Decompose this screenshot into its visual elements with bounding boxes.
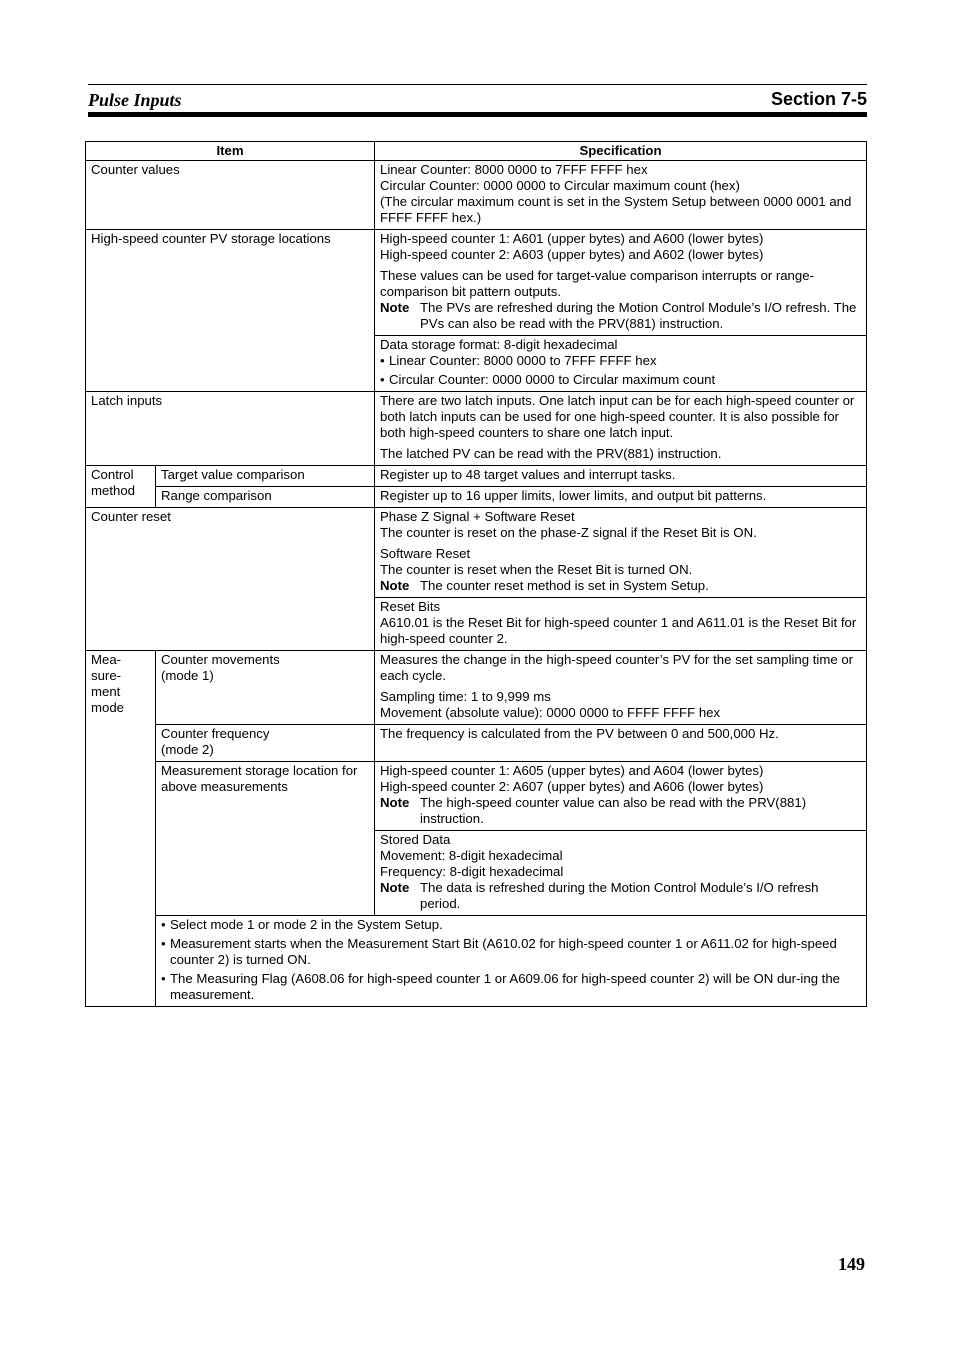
note-text: The counter reset method is set in System Setup.	[420, 578, 709, 593]
spec-pv-storage	[375, 230, 867, 336]
spec-counter-frequency: The frequency is calculated from the PV between 0 and 500,000 Hz.	[375, 725, 867, 762]
section-number: Section 7-5	[770, 89, 867, 109]
spec-target-value-comparison: Register up to 48 target values and interrupt tasks.	[375, 466, 867, 487]
spec-line: Movement (absolute value): 0000 0000 to FFFF FFFF hex	[380, 705, 721, 720]
table-row	[86, 762, 867, 831]
note-label: Note	[380, 880, 410, 895]
bullet-item: • The Measuring Flag (A608.06 for high-speed counter 1 or A609.06 for high-speed counter 2) will be ON dur-ing the measurement.	[161, 971, 861, 1003]
item-latch-inputs: Latch inputs	[86, 392, 375, 466]
section-title: Pulse Inputs	[88, 90, 182, 110]
item-measurement-storage: Measurement storage location for above measurements	[156, 762, 375, 916]
spec-counter-reset	[375, 508, 867, 598]
table-row	[86, 508, 867, 598]
spec-line: The counter is reset on the phase-Z signal if the Reset Bit is ON.	[380, 525, 757, 540]
table-row	[86, 161, 867, 230]
item-target-value-comparison: Target value comparison	[156, 466, 375, 487]
spec-range-comparison: Register up to 16 upper limits, lower limits, and output bit patterns.	[375, 487, 867, 508]
spec-text: There are two latch inputs. One latch input can be for each high-speed counter or both latch inputs can be used for one high-speed counter. It is also possible for both high-speed counters to share one latch input.	[380, 393, 855, 440]
spec-line: The counter is reset when the Reset Bit is turned ON.	[380, 562, 693, 577]
spec-measurement-storage	[375, 762, 867, 831]
spec-line: Reset Bits	[380, 599, 441, 614]
spec-line: Movement: 8-digit hexadecimal	[380, 848, 563, 863]
spec-counter-values	[375, 161, 867, 230]
spec-line: Frequency: 8-digit hexadecimal	[380, 864, 564, 879]
table-row	[86, 392, 867, 466]
spec-line: Measures the change in the high-speed counter’s PV for the set sampling time or each cycle.	[380, 652, 854, 683]
spec-line: High-speed counter 1: A601 (upper bytes) and A600 (lower bytes)	[380, 231, 764, 246]
bullet-item: • Circular Counter: 0000 0000 to Circular maximum count	[380, 372, 861, 388]
note	[380, 795, 861, 827]
note-text: The high-speed counter value can also be read with the PRV(881) instruction.	[420, 795, 807, 826]
spec-text: The latched PV can be read with the PRV(881) instruction.	[380, 446, 722, 461]
spec-line: Linear Counter: 8000 0000 to 7FFF FFFF hex	[380, 162, 648, 177]
bullet-item: • Select mode 1 or mode 2 in the System Setup.	[161, 917, 861, 933]
note-label: Note	[380, 578, 410, 593]
item-pv-storage: High-speed counter PV storage locations	[86, 230, 375, 392]
table-header-row	[86, 142, 867, 161]
table-row	[86, 916, 867, 1007]
item-counter-movements: Counter movements (mode 1)	[156, 651, 375, 725]
note-label: Note	[380, 300, 410, 315]
note	[380, 578, 861, 594]
note-text: The PVs are refreshed during the Motion Control Module’s I/O refresh. The PVs can also be read with the PRV(881) instruction.	[420, 300, 857, 331]
spec-format: Data storage format: 8-digit hexadecimal	[380, 337, 618, 352]
item-range-comparison: Range comparison	[156, 487, 375, 508]
header-thick-rule	[88, 112, 867, 117]
spec-line: High-speed counter 2: A603 (upper bytes) and A602 (lower bytes)	[380, 247, 764, 262]
table-row	[86, 651, 867, 725]
spec-line: A610.01 is the Reset Bit for high-speed counter 1 and A611.01 is the Reset Bit for high-speed counter 2.	[380, 615, 857, 646]
item-measurement-mode: Mea- sure- ment mode	[86, 651, 156, 1007]
table-row	[86, 466, 867, 487]
item-control-method: Control method	[86, 466, 156, 508]
spec-latch-inputs	[375, 392, 867, 466]
item-counter-values: Counter values	[86, 161, 375, 230]
table-row	[86, 487, 867, 508]
table-row	[86, 725, 867, 762]
spec-line: Software Reset	[380, 546, 471, 561]
spec-counter-movements	[375, 651, 867, 725]
spec-line: Phase Z Signal + Software Reset	[380, 509, 575, 524]
spec-line: High-speed counter 1: A605 (upper bytes) and A604 (lower bytes)	[380, 763, 764, 778]
page-number: 149	[838, 1254, 865, 1274]
bullet-item: • Measurement starts when the Measurement Start Bit (A610.02 for high-speed counter 1 or A611.02 for high-speed counter 2) is turned ON.	[161, 936, 861, 968]
note-label: Note	[380, 795, 410, 810]
item-counter-frequency: Counter frequency (mode 2)	[156, 725, 375, 762]
note	[380, 880, 861, 912]
spec-line: Stored Data	[380, 832, 451, 847]
spec-usage: These values can be used for target-value comparison interrupts or range-comparison bit pattern outputs.	[380, 268, 814, 299]
bullet-item: • Linear Counter: 8000 0000 to 7FFF FFFF hex	[380, 353, 861, 369]
spec-pv-format	[375, 336, 867, 392]
header-top-rule	[88, 84, 867, 85]
spec-stored-data	[375, 831, 867, 916]
spec-line: Sampling time: 1 to 9,999 ms	[380, 689, 551, 704]
note	[380, 300, 861, 332]
table-row	[86, 230, 867, 336]
column-header-item: Item	[86, 142, 375, 161]
specification-table	[85, 141, 867, 1007]
column-header-specification: Specification	[375, 142, 867, 161]
note-text: The data is refreshed during the Motion Control Module’s I/O refresh period.	[420, 880, 819, 911]
spec-reset-bits	[375, 598, 867, 651]
measurement-notes	[156, 916, 867, 1007]
spec-line: Circular Counter: 0000 0000 to Circular maximum count (hex)	[380, 178, 740, 193]
item-counter-reset: Counter reset	[86, 508, 375, 651]
spec-line: (The circular maximum count is set in the System Setup between 0000 0001 and FFFF FFFF hex.)	[380, 194, 852, 225]
spec-line: High-speed counter 2: A607 (upper bytes) and A606 (lower bytes)	[380, 779, 764, 794]
